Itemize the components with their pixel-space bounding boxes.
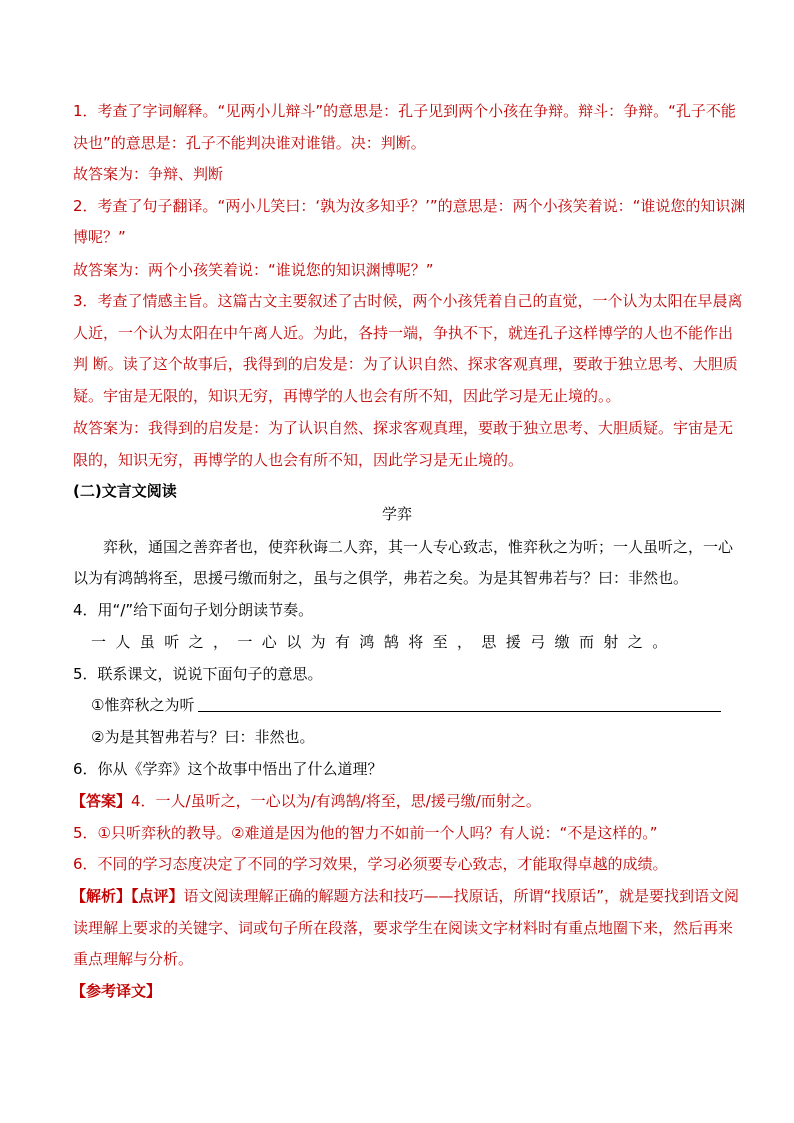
question-4: 4．用“/”给下面句子划分朗读节奏。 bbox=[73, 601, 314, 619]
answer-blank-line bbox=[198, 711, 721, 712]
answer-line-6: 故答案为：两个小孩笑着说：“谁说您的知识渊博呢？” bbox=[73, 261, 434, 279]
passage-line-2: 以为有鸿鹄将至，思援弓缴而射之，虽与之俱学，弗若之矣。为是其智弗若与？曰：非然也。 bbox=[73, 569, 689, 587]
answer-line-11: 故答案为：我得到的启发是：为了认识自然、探求客观真理，要敢于独立思考、大胆质疑。宇宙是无 bbox=[73, 419, 734, 437]
answer-line-3: 故答案为：争辩、判断 bbox=[73, 165, 224, 183]
analysis-line-1 bbox=[71, 886, 739, 906]
question-4-sentence: 一人虽听之，一心以为有鸿鹄将至，思援弓缴而射之。 bbox=[91, 633, 677, 651]
answer-6: 6．不同的学习态度决定了不同的学习效果，学习必须要专心致志，才能取得卓越的成绩。 bbox=[73, 855, 668, 873]
answer-4-line bbox=[71, 791, 541, 811]
answer-line-4: 2．考查了句子翻译。“两小儿笑曰：‘孰为汝多知乎？’”的意思是：两个小孩笑着说：“谁说您的知识渊 bbox=[73, 197, 746, 215]
question-5: 5．联系课文，说说下面句子的意思。 bbox=[73, 665, 323, 683]
answer-tag: 【答案】 bbox=[71, 792, 132, 810]
answer-4: 4．一人/虽听之，一心以为/有鸿鹄/将至，思/援弓缴/而射之。 bbox=[131, 792, 541, 810]
answer-line-12: 限的，知识无穷，再博学的人也会有所不知，因此学习是无止境的。 bbox=[73, 451, 524, 469]
answer-line-9: 判 断。读了这个故事后，我得到的启发是：为了认识自然、探求客观真理，要敢于独立思考、大胆质 bbox=[73, 355, 738, 373]
passage-line-1: 弈秋，通国之善弈者也，使弈秋诲二人弈，其一人专心致志，惟弈秋之为听；一人虽听之，一心 bbox=[103, 538, 734, 556]
passage-title: 学弈 bbox=[381, 505, 412, 523]
answer-line-7: 3．考查了情感主旨。这篇古文主要叙述了古时候，两个小孩凭着自己的直觉，一个认为太阳在早晨离 bbox=[73, 292, 743, 310]
question-5-item-1: ①惟弈秋之为听 bbox=[91, 696, 195, 714]
translation-tag: 【参考译文】 bbox=[71, 982, 162, 1000]
analysis-line-3: 重点理解与分析。 bbox=[73, 950, 194, 968]
question-5-item-2: ②为是其智弗若与？曰：非然也。 bbox=[91, 728, 315, 746]
analysis-line-2: 读理解上要求的关键字、词或句子所在段落，要求学生在阅读文字材料时有重点地圈下来，然后再来 bbox=[73, 919, 734, 937]
analysis-tag: 【解析】【点评】 bbox=[71, 887, 184, 905]
answer-line-1: 1．考查了字词解释。“见两小儿辩斗”的意思是：孔子见到两个小孩在争辩。辩斗：争辩。“孔子不能 bbox=[73, 102, 736, 120]
question-6: 6．你从《学弈》这个故事中悟出了什么道理？ bbox=[73, 760, 383, 778]
answer-line-8: 人近，一个认为太阳在中午离人近。为此，各持一端，争执不下，就连孔子这样博学的人也不能作出 bbox=[73, 324, 734, 342]
section-heading: (二)文言文阅读 bbox=[73, 482, 177, 500]
answer-line-2: 决也”的意思是：孔子不能判决谁对谁错。决：判断。 bbox=[73, 134, 426, 152]
answer-5: 5．①只听弈秋的教导。②难道是因为他的智力不如前一个人吗？有人说：“不是这样的。” bbox=[73, 824, 658, 842]
answer-line-5: 博呢？” bbox=[73, 228, 126, 246]
answer-line-10: 疑。宇宙是无限的，知识无穷，再博学的人也会有所不知，因此学习是无止境的。。 bbox=[73, 387, 621, 405]
analysis-text-1: 语文阅读理解正确的解题方法和技巧——找原话，所谓“找原话”，就是要找到语文阅 bbox=[183, 887, 740, 905]
